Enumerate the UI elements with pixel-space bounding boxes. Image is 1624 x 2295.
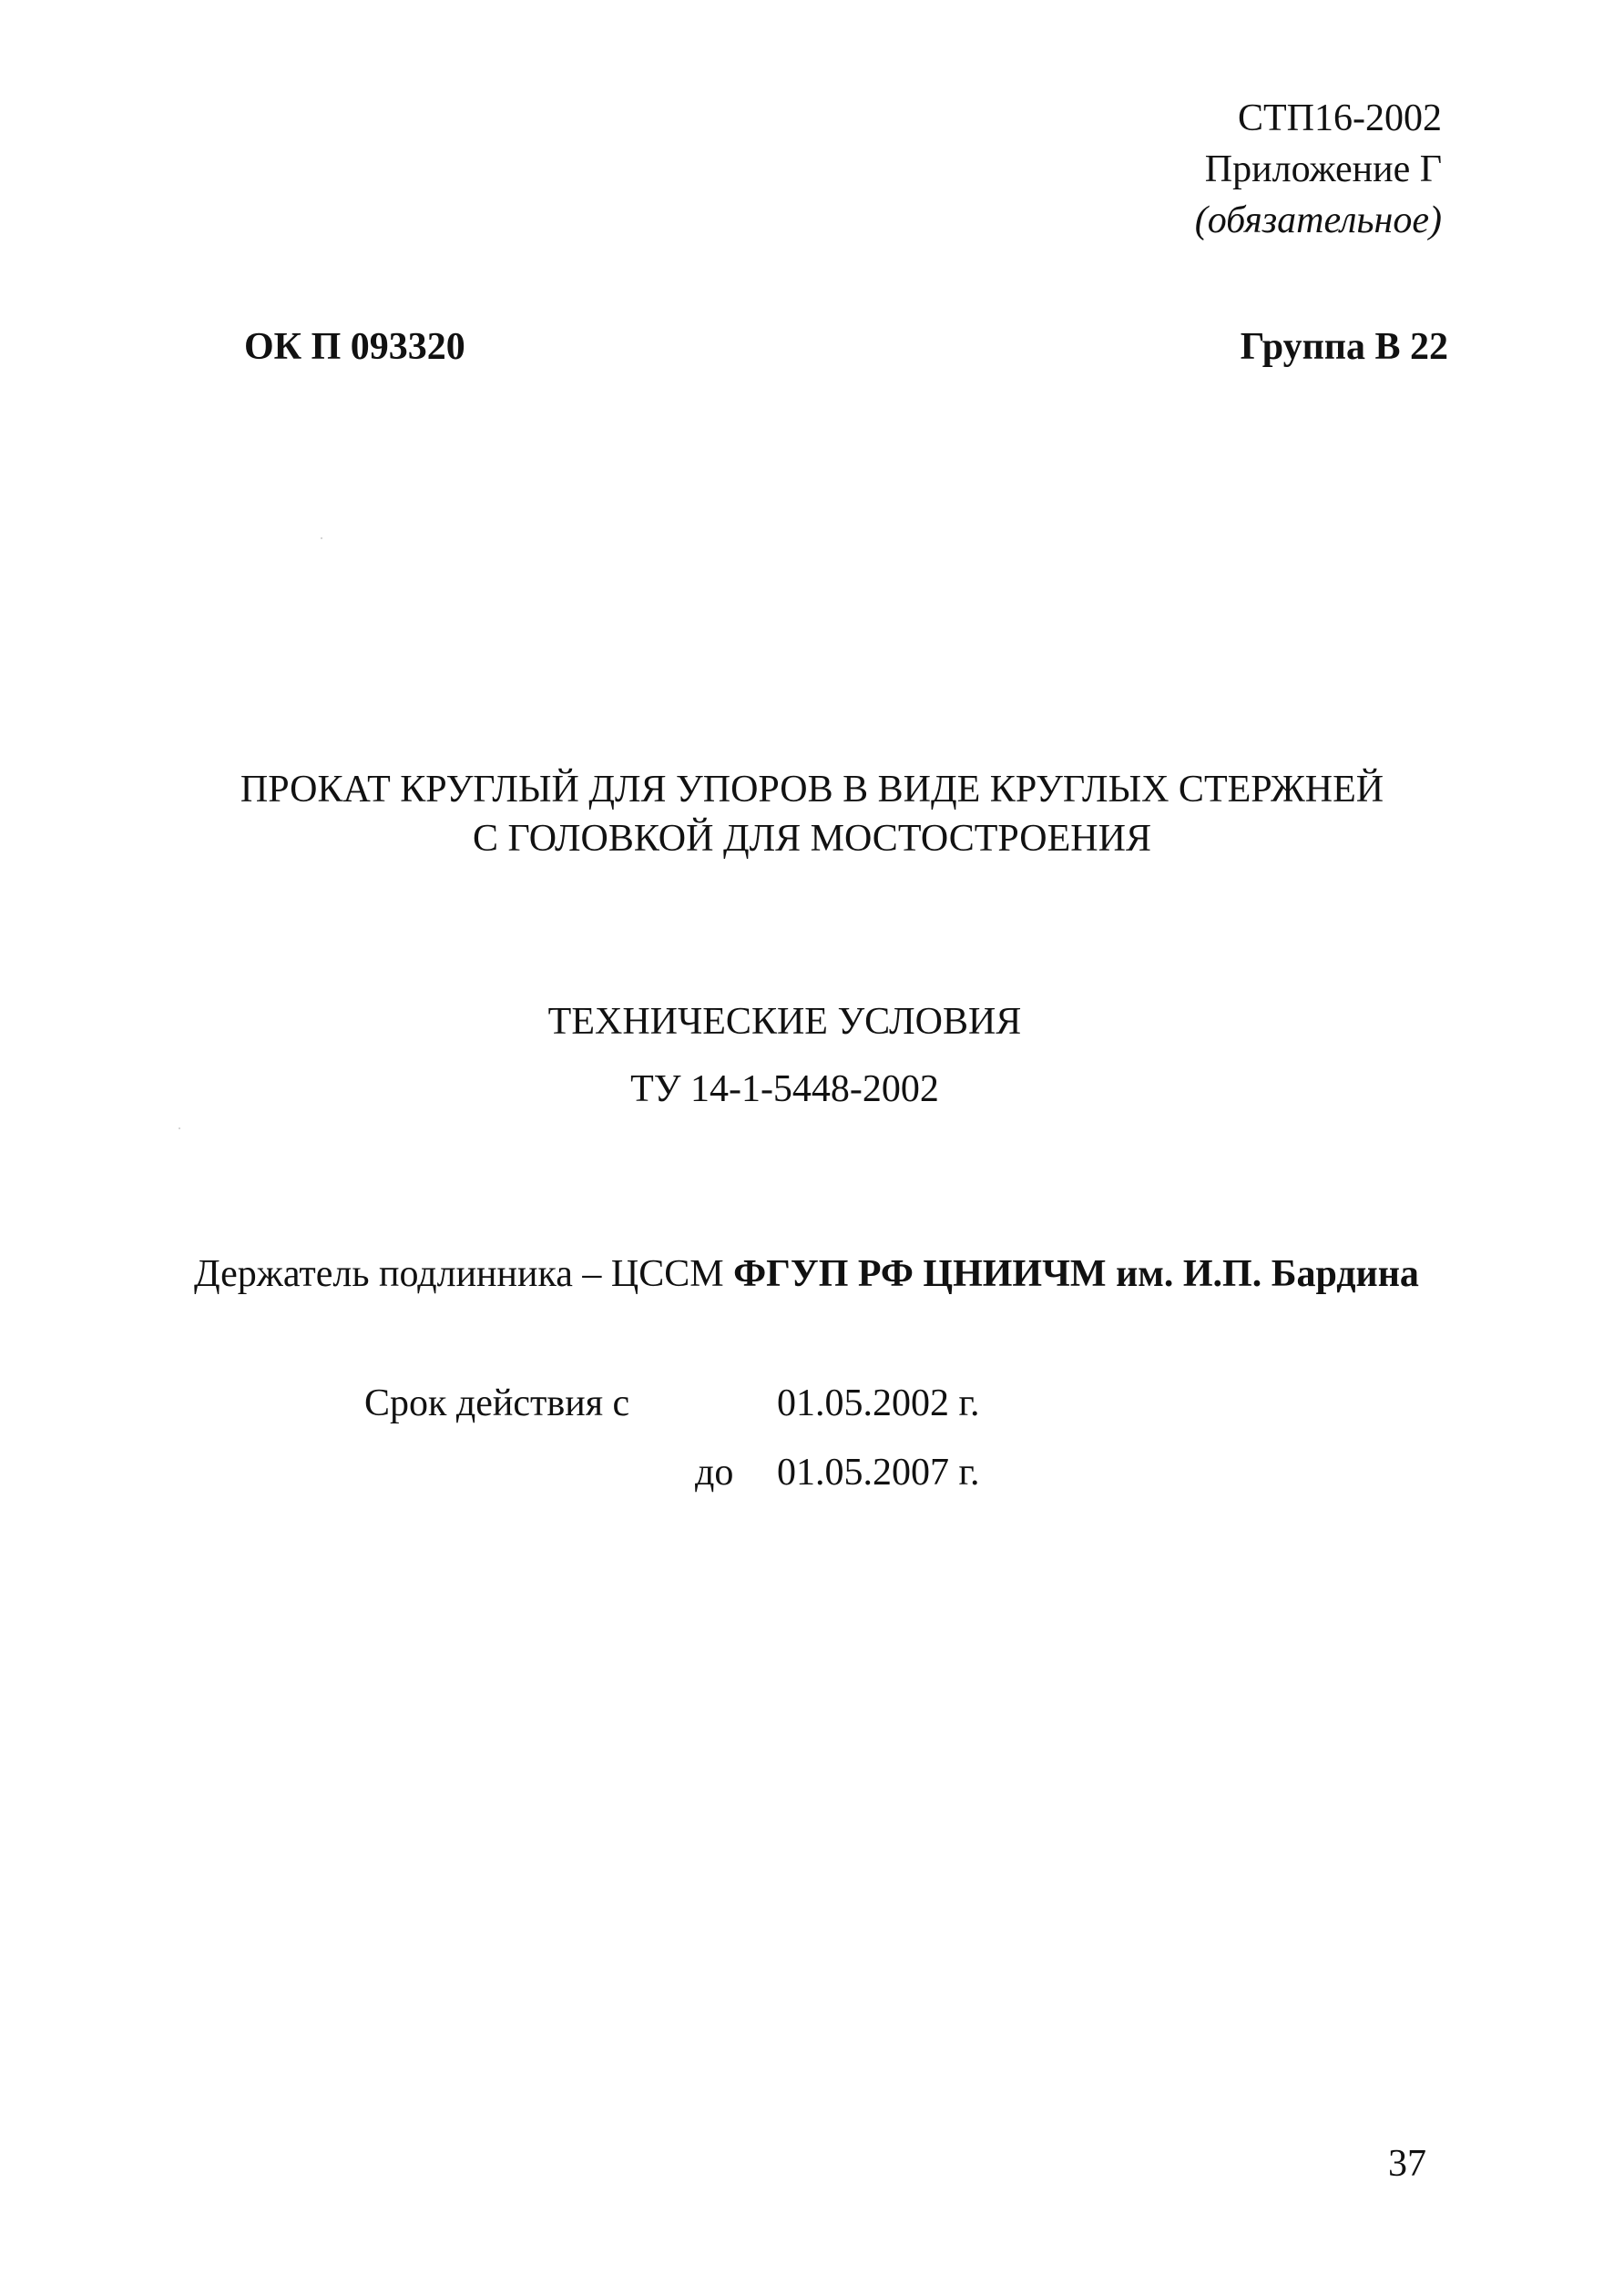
scan-speck xyxy=(179,1127,180,1129)
doc-code: СТП16-2002 xyxy=(1238,97,1442,139)
okp-code: ОК П 093320 xyxy=(244,326,465,368)
group-code: Группа В 22 xyxy=(1240,326,1448,368)
page-number: 37 xyxy=(1388,2143,1426,2185)
appendix-label: Приложение Г xyxy=(1204,148,1442,190)
validity-label: Срок действия с xyxy=(364,1382,630,1424)
title-line-2: С ГОЛОВКОЙ ДЛЯ МОСТОСТРОЕНИЯ xyxy=(473,818,1151,860)
holder-org: ФГУП РФ ЦНИИЧМ xyxy=(733,1253,1107,1295)
validity-from: 01.05.2002 г. xyxy=(777,1382,980,1424)
original-holder xyxy=(194,1252,1419,1296)
holder-suffix: им. И.П. Бардина xyxy=(1116,1253,1419,1295)
header-block xyxy=(1195,93,1442,246)
spec-number: ТУ 14-1-5448-2002 xyxy=(630,1068,939,1110)
appendix-status: (обязательное) xyxy=(1194,199,1442,241)
spec-kind: ТЕХНИЧЕСКИЕ УСЛОВИЯ xyxy=(547,1001,1022,1043)
spec-block xyxy=(0,988,1569,1123)
title-line-1: ПРОКАТ КРУГЛЫЙ ДЛЯ УПОРОВ В ВИДЕ КРУГЛЫХ СТЕРЖНЕЙ xyxy=(240,769,1384,811)
validity-to: 01.05.2007 г. xyxy=(777,1452,980,1494)
validity-to-label: до xyxy=(695,1452,734,1494)
scan-speck xyxy=(321,537,322,539)
holder-prefix: Держатель подлинника – ЦССМ xyxy=(194,1253,724,1295)
document-title xyxy=(0,765,1624,863)
